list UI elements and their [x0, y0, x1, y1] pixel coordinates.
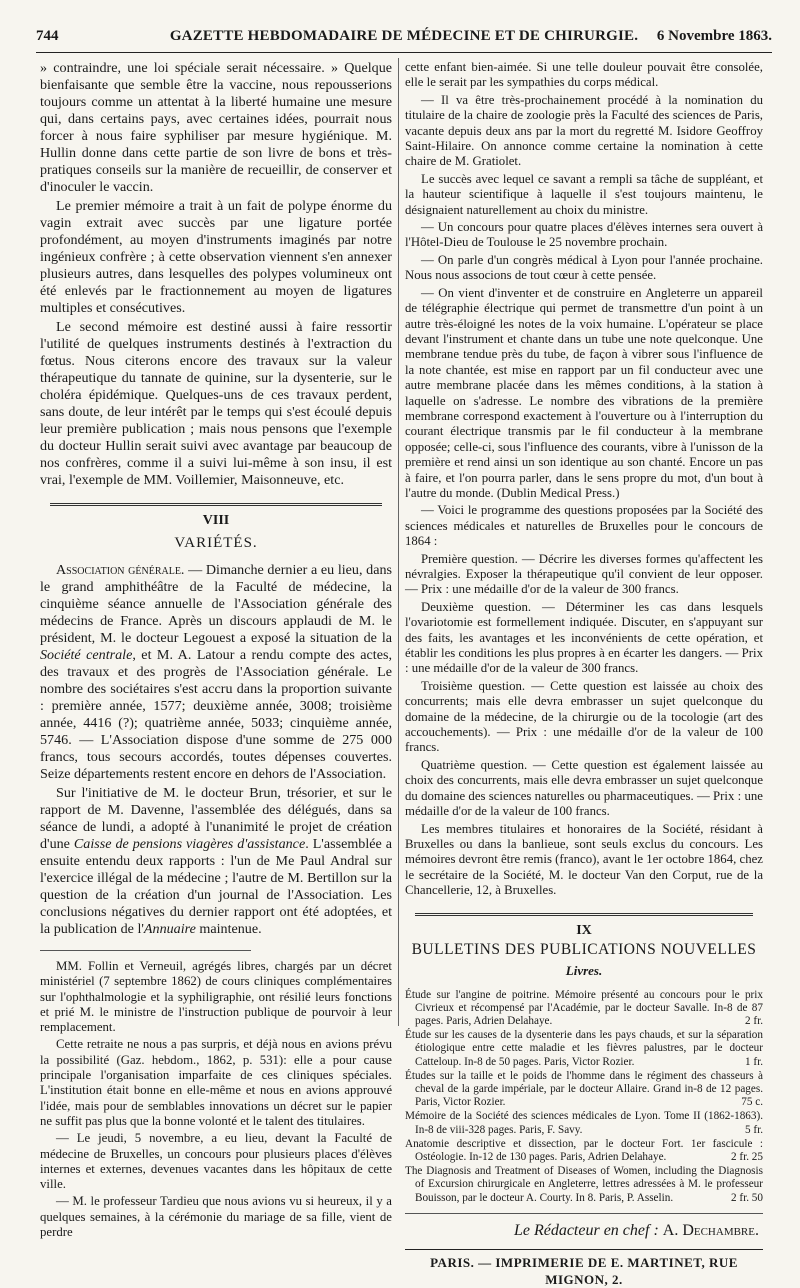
- right-column: [405, 60, 763, 1288]
- paragraph: — On vient d'inventer et de construire en Angleterre un appareil de télégraphie électrique qui permet de transmettre d'un point à un autre très-éloigné les notes de la voix humaine. L'opérateur se place devant l'instrument et chante dans un tube une note quelconque. Une membrane tendue près du tube, de façon à vibrer sous l'influence de la note chantée, est mise en rapport par un fil conducteur avec une autre membrane placée dans les mêmes conditions, à la station à laquelle on s'adresse. Le nombre des vibrations de la première membrane correspond exactement à l'ouverture ou à l'interruption du courant électrique transmis par le fil conducteur à la membrane opposée; celle-ci, sous l'influence des courants, vibre à l'unisson de la première et rend ainsi un son identique au son chanté. Encore un pas à faire, et l'on pourra parler, dans le sens propre du mot, d'un bout à l'autre du monde. (Dublin Medical Press.): [405, 285, 763, 500]
- paragraph-association: Association générale. — Dimanche dernier a eu lieu, dans le grand amphithéâtre de la Faculté de médecine, la cinquième séance annuelle de l'Association générale des médecins de France. Après un discours applaudi de M. le président, M. le docteur Legouest a exposé la situation de la Société centrale, et M. A. Latour a rendu compte des actes, des travaux et des progrès de l'Association générale. Le nombre des sociétaires s'est accru dans la proportion suivante : première année, 1577; deuxième année, 3008; troisième année, 4416 (?); quatrième année, 5033; cinquième année, 5746. — L'Association dispose d'une somme de 275 000 francs, tous secours accordés, toutes dépenses couvertes. Seize départements restent encore en dehors de l'Association.: [40, 562, 392, 782]
- paragraph: — Le jeudi, 5 novembre, a eu lieu, devant la Faculté de médecine de Bruxelles, un concours pour plusieurs places d'élèves internes et externes, devenues vacantes dans les hôpitaux de cette ville.: [40, 1131, 392, 1192]
- lead-term: Association générale.: [56, 562, 185, 578]
- question-4: Quatrième question. — Cette question est également laissée au choix des concurrents, mais elle devra embrasser un sujet quelconque du domaine des sciences naturelles ou pharmaceutiques. — Prix : une médaille d'or de la valeur de 100 francs.: [405, 757, 763, 819]
- section-number: IX: [576, 922, 592, 938]
- paragraph: — Il va être très-prochainement procédé à la nomination du titulaire de la chaire de zoologie près la Faculté des sciences de Paris, vacante depuis deux ans par la mort du regretté M. Isidore Geoffroy Saint-Hilaire. On annonce comme certaine la nomination à cette chaire de M. Gratiolet.: [405, 92, 763, 169]
- issue-date: 6 Novembre 1863.: [656, 28, 772, 44]
- bibliography-list: [405, 989, 763, 1205]
- paragraph: Le succès avec lequel ce savant a rempli sa tâche de suppléant, et la hauteur scientifique à laquelle il s'est toujours maintenu, le désignaient naturellement au choix du ministre.: [405, 171, 763, 217]
- list-item: Mémoire de la Société des sciences médicales de Lyon. Tome II (1862-1863). In-8 de viii-328 pages. Paris, F. Savy. 5 fr.: [405, 1110, 763, 1136]
- paragraph: » contraindre, une loi spéciale serait nécessaire. » Quelque bienfaisante que semble être la vaccine, nous repousserions toujours comme un attentat à la liberté humaine une mesure qui, dans certains pays, avec certaines idées, pourrait nous forcer à nous faire syphiliser par mesure hygiénique. M. Hullin donne dans cette partie de son livre de bons et très-pratiques conseils sur la manière de recueillir, de conserver et d'inoculer le vaccin.: [40, 60, 392, 195]
- question-3: Troisième question. — Cette question est laissée au choix des concurrents; mais elle devra embrasser un sujet quelconque du domaine de la médecine, de la chirurgie ou de la tocologie (art des accouchements). — Prix : une médaille d'or de la valeur de 100 francs.: [405, 678, 763, 755]
- paragraph: Cette retraite ne nous a pas surpris, et déjà nous en avions prévu la possibilité (Gaz. hebdom., 1862, p. 531): elle a pour cause principale l'organisation imparfaite de ces cliniques spéciales. L'institution était bonne en elle-même et nous en avions approuvé l'idée, mais pour de semblables innovations un décret sur le papier ne suffit pas plus que la bonne volonté et le talent des titulaires.: [40, 1037, 392, 1128]
- imprint: PARIS. — IMPRIMERIE DE E. MARTINET, RUE MIGNON, 2.: [405, 1249, 763, 1288]
- paragraph: Les membres titulaires et honoraires de la Société, résidant à Bruxelles ou dans la banlieue, sont seuls exclus du concours. Les mémoires devront être remis (franco), avant le 1er octobre 1864, chez le secrétaire de la Société, M. le docteur Van den Corput, rue de la Chancellerie, 12, à Bruxelles.: [405, 821, 763, 898]
- journal-title: GAZETTE HEBDOMADAIRE DE MÉDECINE ET DE CHIRURGIE.: [169, 28, 639, 44]
- page-header: [36, 28, 772, 53]
- paragraph: MM. Follin et Verneuil, agrégés libres, chargés par un décret ministériel (7 septembre 1862) de cours cliniques complémentaires sur l'ophthalmologie et la syphiligraphie, ont résilié leurs fonctions et prié M. le ministre de l'instruction publique de pourvoir à leur remplacement.: [40, 959, 392, 1035]
- section-rule: [50, 503, 382, 506]
- section-title: BULLETINS DES PUBLICATIONS NOUVELLES: [411, 940, 757, 958]
- list-item: The Diagnosis and Treatment of Diseases of Women, including the Diagnosis of Excursion chirurgicale en Angleterre, lettres adressées à M. le professeur Bouisson, par le docteur A. Courty. In 8. Paris, P. Asselin. 2 fr. 50: [405, 1165, 763, 1204]
- paragraph: — On parle d'un congrès médical à Lyon pour l'année prochaine. Nous nous associons de tout cœur à cette pensée.: [405, 252, 763, 283]
- list-item: Étude sur l'angine de poitrine. Mémoire présenté au concours pour le prix Civrieux et récompensé par l'Académie, par le docteur Savalle. In-8 de 87 pages. Paris, Adrien Delahaye. 2 fr.: [405, 988, 763, 1027]
- section-rule: [415, 913, 753, 916]
- editor-signature: Le Rédacteur en chef : A. Dechambre.: [513, 1221, 759, 1239]
- paragraph: Le premier mémoire a trait à un fait de polype énorme du vagin extrait avec succès par une ligature portée profondément, au moyen d'instruments imaginés par notre ingénieux confrère ; à cette observation viennent s'en annexer plusieurs autres, dans lesquelles des polypes volumineux ont été enlevés par le fractionnement au moyen de ligatures multiples et consécutives.: [40, 198, 392, 316]
- subsection-title: Livres.: [565, 962, 603, 978]
- list-item: Étude sur les causes de la dysenterie dans les pays chauds, et sur la séparation étiologique entre cette maladie et les fièvres palustres, par le docteur Catteloup. In-8 de 50 pages. Paris, Victor Rozier. 1 fr.: [405, 1029, 763, 1068]
- paragraph: — Voici le programme des questions proposées par la Société des sciences médicales et naturelles de Bruxelles pour le concours de 1864 :: [405, 503, 763, 549]
- left-column: [40, 60, 392, 1242]
- column-divider: [398, 58, 399, 1026]
- section-title: VARIÉTÉS.: [174, 535, 258, 551]
- paragraph: cette enfant bien-aimée. Si une telle douleur pouvait être consolée, elle le serait par les sympathies du corps médical.: [405, 60, 763, 90]
- section-number: VIII: [202, 513, 230, 528]
- paragraph-caisse: Sur l'initiative de M. le docteur Brun, trésorier, et sur le rapport de M. Davenne, l'assemblée des délégués, dans sa séance de lundi, a adopté à l'unanimité le projet de création d'une Caisse de pensions viagères d'assistance. L'assemblée a ensuite entendu deux rapports : l'un de Me Paul Andral sur l'exercice illégal de la médecine ; l'autre de M. Bertillon sur la question de la création d'un journal de l'Association. Les conclusions négatives du dernier rapport ont été adoptées, et la publication de l'Annuaire maintenue.: [40, 785, 392, 937]
- list-item: Études sur la taille et le poids de l'homme dans le régiment des chasseurs à cheval de la garde impériale, par le docteur Allaire. Grand in-8 de 12 pages. Paris, Victor Rozier. 75 c.: [405, 1069, 763, 1109]
- paragraph: — Un concours pour quatre places d'élèves internes sera ouvert à l'Hôtel-Dieu de Toulouse le 25 novembre prochain.: [405, 220, 763, 250]
- paragraph: Le second mémoire est destiné aussi à faire ressortir l'utilité de quelques instruments destinés à l'extraction du fœtus. Nous citerons encore des travaux sur la valeur thérapeutique du tannate de quinine, sur la dysenterie, sur le choléra épidémique. Quelques-uns de ces travaux perdent, sans doute, de leur intérêt par le temps qui s'est écoulé depuis leur première publication ; mais nous pensons que l'exemple du docteur Hullin serait suivi avec avantage par beaucoup de nos confrères, comme il a suivi lui-même à son insu, il est vrai, l'exemple de MM. Voillemier, Maisonneuve, etc.: [40, 319, 392, 488]
- list-item: Anatomie descriptive et dissection, par le docteur Fort. 1er fascicule : Ostéologie. In-12 de 130 pages. Paris, Adrien Delahaye. 2 fr. 25: [405, 1137, 763, 1163]
- paragraph: — M. le professeur Tardieu que nous avions vu si heureux, il y a quelques semaines, à la cérémonie du mariage de sa fille, vient de perdre: [40, 1194, 392, 1240]
- page-number: 744: [36, 28, 59, 44]
- divider: [405, 1213, 763, 1214]
- question-1: Première question. — Décrire les diverses formes qu'affectent les névralgies. Exposer la thérapeutique qu'il convient de leur opposer. — Prix : une médaille d'or de la valeur de 300 francs.: [405, 551, 763, 597]
- question-2: Deuxième question. — Déterminer les cas dans lesquels l'ovariotomie est formellement indiquée. Discuter, en s'appuyant sur des faits, les avantages et les inconvénients de cette opération, et établir les conditions les plus propres à en écarter les dangers. — Prix : une médaille d'or de la valeur de 300 francs.: [405, 599, 763, 676]
- divider: [40, 950, 251, 951]
